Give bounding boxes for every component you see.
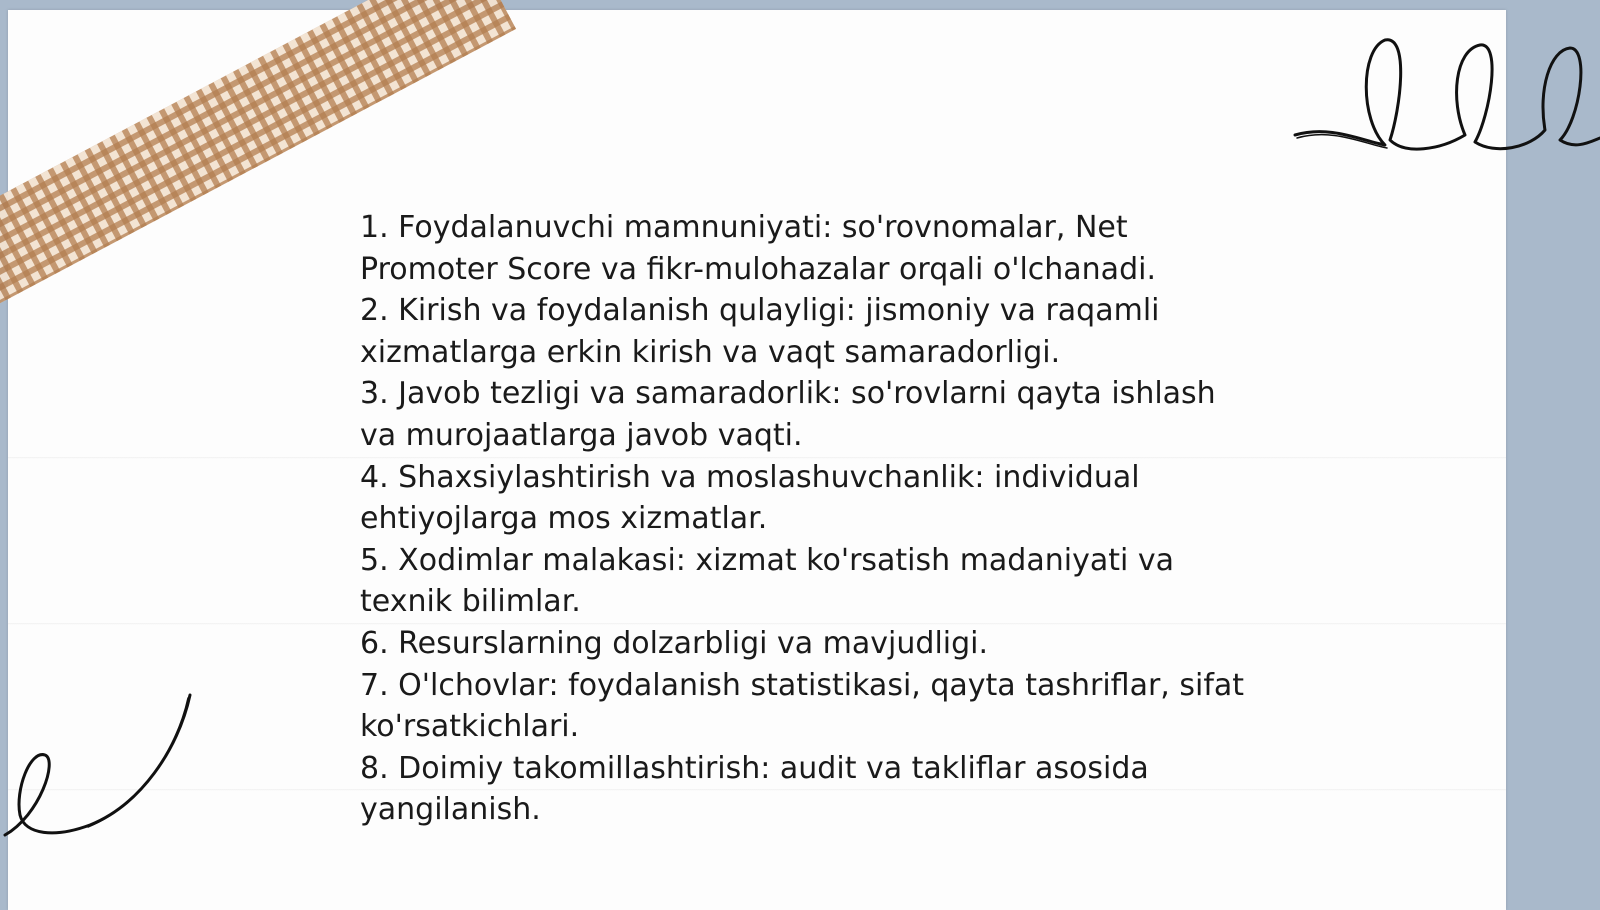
list-item: 7. O'lchovlar: foydalanish statistikasi, qayta tashriflar, sifat ko'rsatkichlari. [360,667,1245,745]
list-item: 3. Javob tezligi va samaradorlik: so'rovlarni qayta ishlash va murojaatlarga javob vaqti. [360,376,1216,453]
list-item: 1. Foydalanuvchi mamnuniyati: so'rovnomalar, Net Promoter Score va fikr-mulohazalar orqali o'lchanadi. [360,210,1156,287]
list-item: 6. Resurslarning dolzarbligi va mavjudligi. [360,625,989,661]
swirl-doodle-icon [0,690,200,850]
list-item: 4. Shaxsiylashtirish va moslashuvchanlik: individual ehtiyojlarga mos xizmatlar. [360,459,1140,537]
list-item: 2. Kirish va foydalanish qulayligi: jismoniy va raqamli xizmatlarga erkin kirish va vaqt samaradorligi. [360,293,1160,370]
loop-doodle-icon [1290,30,1600,170]
criteria-list [360,207,1260,831]
list-item: 8. Doimiy takomillashtirish: audit va takliflar asosida yangilanish. [360,750,1149,828]
list-item: 5. Xodimlar malakasi: xizmat ko'rsatish madaniyati va texnik bilimlar. [360,542,1174,620]
